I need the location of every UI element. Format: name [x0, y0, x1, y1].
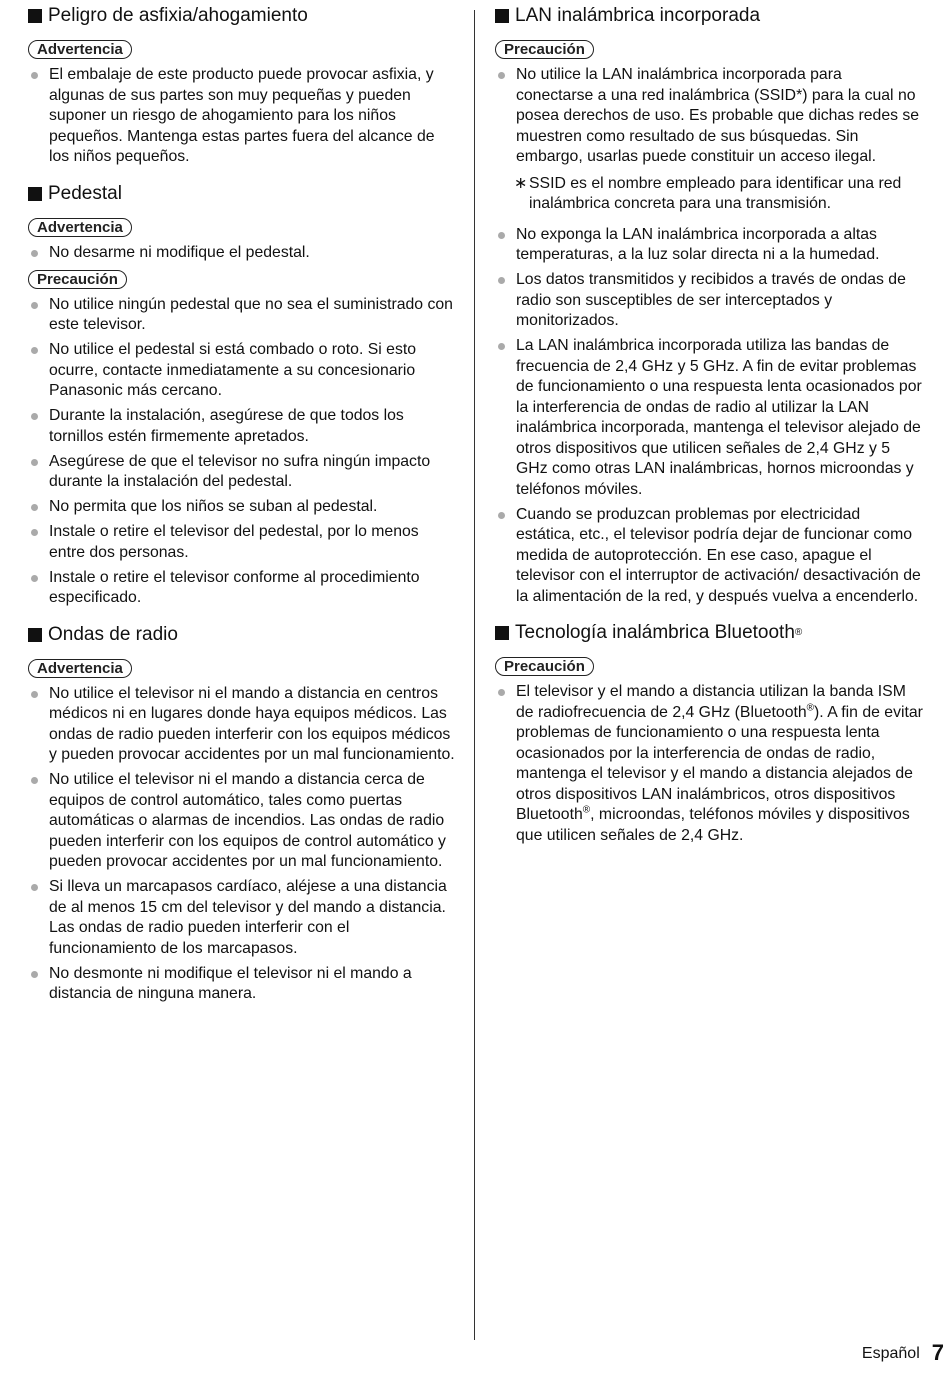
- list-item: No utilice ningún pedestal que no sea el suministrado con este televisor.: [28, 295, 456, 336]
- list-item: Asegúrese de que el televisor no sufra ningún impacto durante la instalación del pedestal.: [28, 452, 456, 493]
- item-list: [28, 684, 456, 1005]
- registered-mark: ®: [582, 804, 591, 816]
- list-item: La LAN inalámbrica incorporada utiliza las bandas de frecuencia de 2,4 GHz y 5 GHz. A fin de evitar problemas de funcionamiento o una respuesta lenta ocasionados por la interferencia de ondas de radio al utilizar la LAN inalámbrica incorporada, mantenga el televisor alejado de otros dispositivos que utilicen señales de 2,4 GHz y 5 GHz como otras LAN inalámbricas, hornos microondas y teléfonos móviles.: [495, 336, 923, 500]
- list-item: Si lleva un marcapasos cardíaco, aléjese a una distancia de al menos 15 cm del televisor y del mando a distancia. Las ondas de radio pueden interferir con el funcionamiento de los marcapasos.: [28, 877, 456, 959]
- warning-block: [28, 657, 456, 1005]
- section-ondas-de-radio: [28, 623, 456, 1005]
- section-title-text: LAN inalámbrica incorporada: [515, 5, 761, 26]
- list-item: Cuando se produzcan problemas por electricidad estática, etc., el televisor podría dejar de funcionar como medida de autoprotección. En ese caso, apague el televisor con el interruptor de activación/ desactivación de la alimentación de la red, y después vuelva a encenderlo.: [495, 505, 923, 608]
- square-bullet-icon: [495, 9, 509, 23]
- list-item: No desmonte ni modifique el televisor ni el mando a distancia de ninguna manera.: [28, 964, 456, 1005]
- list-item: No desarme ni modifique el pedestal.: [28, 243, 456, 264]
- item-text-part: ). A fin de evitar problemas de funcionamiento o una respuesta lenta ocasionados por la interferencia de ondas de radio, mantenga el televisor y el mando a distancia alejados de otros dispositivos LAN inalámbricos, otros dispositivos Bluetooth: [516, 703, 923, 823]
- caution-block: [495, 655, 923, 846]
- list-item: No utilice el televisor ni el mando a distancia cerca de equipos de control automático, tales como puertas automáticas o alarmas de incendios. Las ondas de radio pueden interferir con los equipos de control automático y pueden provocar accidentes por un mal funcionamiento.: [28, 770, 456, 873]
- square-bullet-icon: [495, 626, 509, 640]
- page-number: 7: [931, 1340, 944, 1365]
- list-item: No exponga la LAN inalámbrica incorporada a altas temperaturas, a la luz solar directa ni a la humedad.: [495, 225, 923, 266]
- caution-block: [28, 268, 456, 609]
- registered-mark: ®: [806, 702, 815, 714]
- caution-label: Precaución: [495, 657, 594, 676]
- section-title: Tecnología inalámbrica Bluetooth ®: [495, 621, 923, 645]
- section-title: [28, 623, 456, 647]
- list-item: No utilice el televisor ni el mando a distancia en centros médicos ni en lugares donde haya equipos médicos. Las ondas de radio pueden interferir con los equipos médicos y pueden provocar accidentes por un mal funcionamiento.: [28, 684, 456, 766]
- item-list: [28, 295, 456, 609]
- footnote: [495, 174, 923, 215]
- section-pedestal: [28, 182, 456, 609]
- list-item: Instale o retire el televisor del pedestal, por lo menos entre dos personas.: [28, 522, 456, 563]
- list-item: No permita que los niños se suban al pedestal.: [28, 497, 456, 518]
- item-list: [495, 225, 923, 608]
- caution-block: [495, 38, 923, 607]
- section-title: [28, 182, 456, 206]
- column-divider: [474, 10, 475, 1340]
- section-title-text: Peligro de asfixia/ahogamiento: [48, 5, 308, 26]
- section-bluetooth: [495, 621, 923, 846]
- square-bullet-icon: [28, 187, 42, 201]
- page-footer: [862, 1342, 944, 1364]
- item-list: [28, 243, 456, 264]
- list-item: El embalaje de este producto puede provocar asfixia, y algunas de sus partes son muy pequeñas y pueden suponer un riesgo de ahogamiento para los niños pequeños. Mantenga estas partes fuera del alcance de los niños pequeños.: [28, 65, 456, 168]
- footer-language: Español: [861, 1345, 920, 1362]
- square-bullet-icon: [28, 628, 42, 642]
- section-title-text: Tecnología inalámbrica Bluetooth: [515, 622, 795, 643]
- item-list: [495, 682, 923, 846]
- list-item: Durante la instalación, asegúrese de que todos los tornillos estén firmemente apretados.: [28, 406, 456, 447]
- section-title: [28, 4, 456, 28]
- item-list: [495, 65, 923, 168]
- warning-label: Advertencia: [28, 40, 132, 59]
- list-item: No utilice la LAN inalámbrica incorporada para conectarse a una red inalámbrica (SSID*) para la cual no posea derechos de uso. Es probable que dichas redes se muestren como resultado de sus búsquedas. Sin embargo, usarlas puede constituir un acceso ilegal.: [495, 65, 923, 168]
- item-text-part: , microondas, teléfonos móviles y dispositivos que utilicen señales de 2,4 GHz.: [516, 806, 910, 844]
- square-bullet-icon: [28, 9, 42, 23]
- item-text-part: El televisor y el mando a distancia utilizan la banda ISM de radiofrecuencia de 2,4 GHz (Bluetooth: [516, 683, 906, 721]
- item-list: [28, 65, 456, 168]
- list-item: [495, 682, 923, 846]
- warning-block: [28, 216, 456, 264]
- caution-label: Precaución: [28, 270, 127, 289]
- footnote-text: SSID es el nombre empleado para identificar una red inalámbrica concreta para una transmisión.: [529, 174, 902, 212]
- warning-block: [28, 38, 456, 168]
- asterisk-icon: ∗: [514, 174, 528, 192]
- list-item: Los datos transmitidos y recibidos a través de ondas de radio son susceptibles de ser interceptados y monitorizados.: [495, 270, 923, 332]
- left-column: [28, 4, 456, 1019]
- section-title-text: Pedestal: [48, 182, 122, 204]
- section-asfixia: [28, 4, 456, 168]
- list-item: Instale o retire el televisor conforme al procedimiento especificado.: [28, 568, 456, 609]
- warning-label: Advertencia: [28, 659, 132, 678]
- section-title: [495, 4, 923, 28]
- right-column: [495, 4, 923, 860]
- warning-label: Advertencia: [28, 218, 132, 237]
- caution-label: Precaución: [495, 40, 594, 59]
- list-item: No utilice el pedestal si está combado o roto. Si esto ocurre, contacte inmediatamente a su concesionario Panasonic más cercano.: [28, 340, 456, 402]
- section-lan-inalambrica: [495, 4, 923, 607]
- section-title-text: Ondas de radio: [48, 623, 178, 645]
